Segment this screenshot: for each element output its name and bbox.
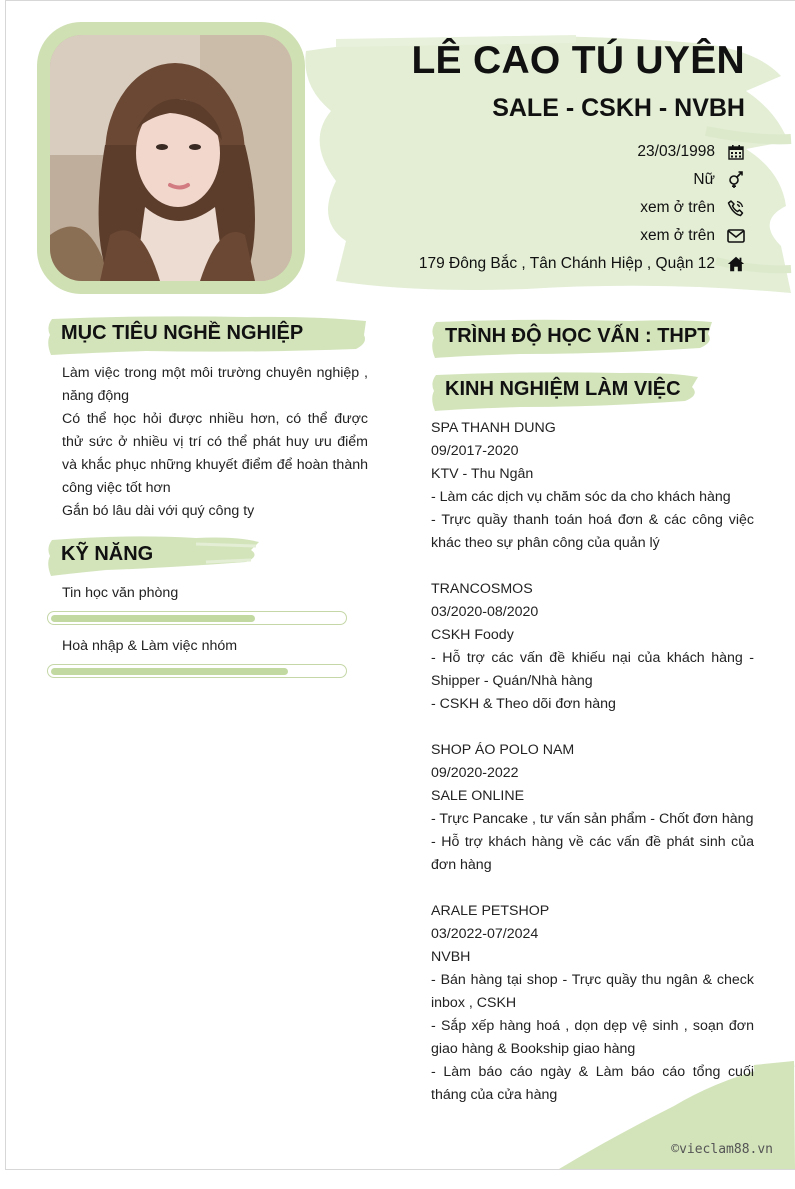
calendar-icon xyxy=(727,143,745,161)
job-duty: - CSKH & Theo dõi đơn hàng xyxy=(431,696,616,712)
experience-heading xyxy=(430,369,700,413)
gender-row xyxy=(693,169,745,191)
candidate-name: LÊ CAO TÚ UYÊN xyxy=(411,39,745,82)
gender-value: Nữ xyxy=(693,171,715,188)
job-title: SALE - CSKH - NVBH xyxy=(492,94,745,122)
gender-icon xyxy=(727,171,745,189)
job-period: 03/2022-07/2024 xyxy=(431,926,539,942)
education-title: TRÌNH ĐỘ HỌC VẤN : THPT xyxy=(445,325,710,347)
job-role: KTV - Thu Ngân xyxy=(431,466,534,482)
watermark: ©vieclam88.vn xyxy=(671,1142,773,1157)
experience-title: KINH NGHIỆM LÀM VIỆC xyxy=(445,378,681,400)
skill-name: Tin học văn phòng xyxy=(62,585,179,601)
dob-value: 23/03/1998 xyxy=(637,143,715,160)
job-duty: - Làm báo cáo ngày & Làm báo cáo tổng cuối tháng của cửa hàng xyxy=(431,1064,754,1103)
job-role: SALE ONLINE xyxy=(431,788,525,804)
job-role: NVBH xyxy=(431,949,471,965)
experience-item xyxy=(431,417,754,555)
objective-line: Có thể học hỏi được nhiều hơn, có thể được thử sức ở nhiều vị trí có thể phát huy ưu điểm và khắc phục những khuyết điểm để hoàn thành công việc tốt hơn xyxy=(62,411,368,496)
avatar-frame xyxy=(37,22,305,294)
job-period: 03/2020-08/2020 xyxy=(431,604,539,620)
email-value: xem ở trên xyxy=(640,227,715,244)
dob-row xyxy=(637,141,745,163)
experience-list xyxy=(431,417,754,1130)
skill-level-fill xyxy=(51,615,255,622)
email-row xyxy=(640,225,745,247)
objective-heading xyxy=(46,313,371,357)
job-duty: - Sắp xếp hàng hoá , dọn dẹp vệ sinh , soạn đơn giao hàng & Bookship giao hàng xyxy=(431,1018,754,1057)
company-name: SPA THANH DUNG xyxy=(431,420,556,436)
company-name: SHOP ÁO POLO NAM xyxy=(431,742,575,758)
job-duty: - Trực quầy thanh toán hoá đơn & các công việc khác theo sự phân công của quản lý xyxy=(431,512,754,551)
skills-heading xyxy=(46,534,261,578)
job-role: CSKH Foody xyxy=(431,627,514,643)
company-name: TRANCOSMOS xyxy=(431,581,533,597)
address-row xyxy=(419,253,745,275)
experience-item xyxy=(431,739,754,877)
skill-bar xyxy=(47,664,347,678)
skill-level-fill xyxy=(51,668,288,675)
experience-item xyxy=(431,578,754,716)
skill-name: Hoà nhập & Làm việc nhóm xyxy=(62,638,238,654)
job-period: 09/2017-2020 xyxy=(431,443,519,459)
home-icon xyxy=(727,255,745,273)
objective-line: Gắn bó lâu dài với quý công ty xyxy=(62,503,255,519)
objective-title: MỤC TIÊU NGHỀ NGHIỆP xyxy=(61,322,304,344)
experience-item xyxy=(431,900,754,1107)
company-name: ARALE PETSHOP xyxy=(431,903,550,919)
objective-line: Làm việc trong một môi trường chuyên nghiệp , năng động xyxy=(62,365,368,404)
phone-row xyxy=(640,197,745,219)
skills-title: KỸ NĂNG xyxy=(61,543,154,565)
cv-page xyxy=(5,0,795,1170)
job-duty: - Làm các dịch vụ chăm sóc da cho khách hàng xyxy=(431,489,731,505)
avatar xyxy=(50,35,292,281)
job-duty: - Hỗ trợ khách hàng về các vấn đề phát sinh của đơn hàng xyxy=(431,834,754,873)
address-value: 179 Đông Bắc , Tân Chánh Hiệp , Quận 12 xyxy=(418,255,715,272)
job-period: 09/2020-2022 xyxy=(431,765,519,781)
job-duty: - Trực Pancake , tư vấn sản phẩm - Chốt đơn hàng xyxy=(431,811,754,827)
envelope-icon xyxy=(727,227,745,245)
job-duty: - Bán hàng tại shop - Trực quầy thu ngân & check inbox , CSKH xyxy=(431,972,754,1011)
education-heading xyxy=(430,316,715,360)
skill-bar xyxy=(47,611,347,625)
job-duty: - Hỗ trợ các vấn đề khiếu nại của khách hàng - Shipper - Quán/Nhà hàng xyxy=(431,650,754,689)
phone-icon xyxy=(727,199,745,217)
phone-value: xem ở trên xyxy=(640,199,715,216)
objective-text xyxy=(62,362,368,523)
